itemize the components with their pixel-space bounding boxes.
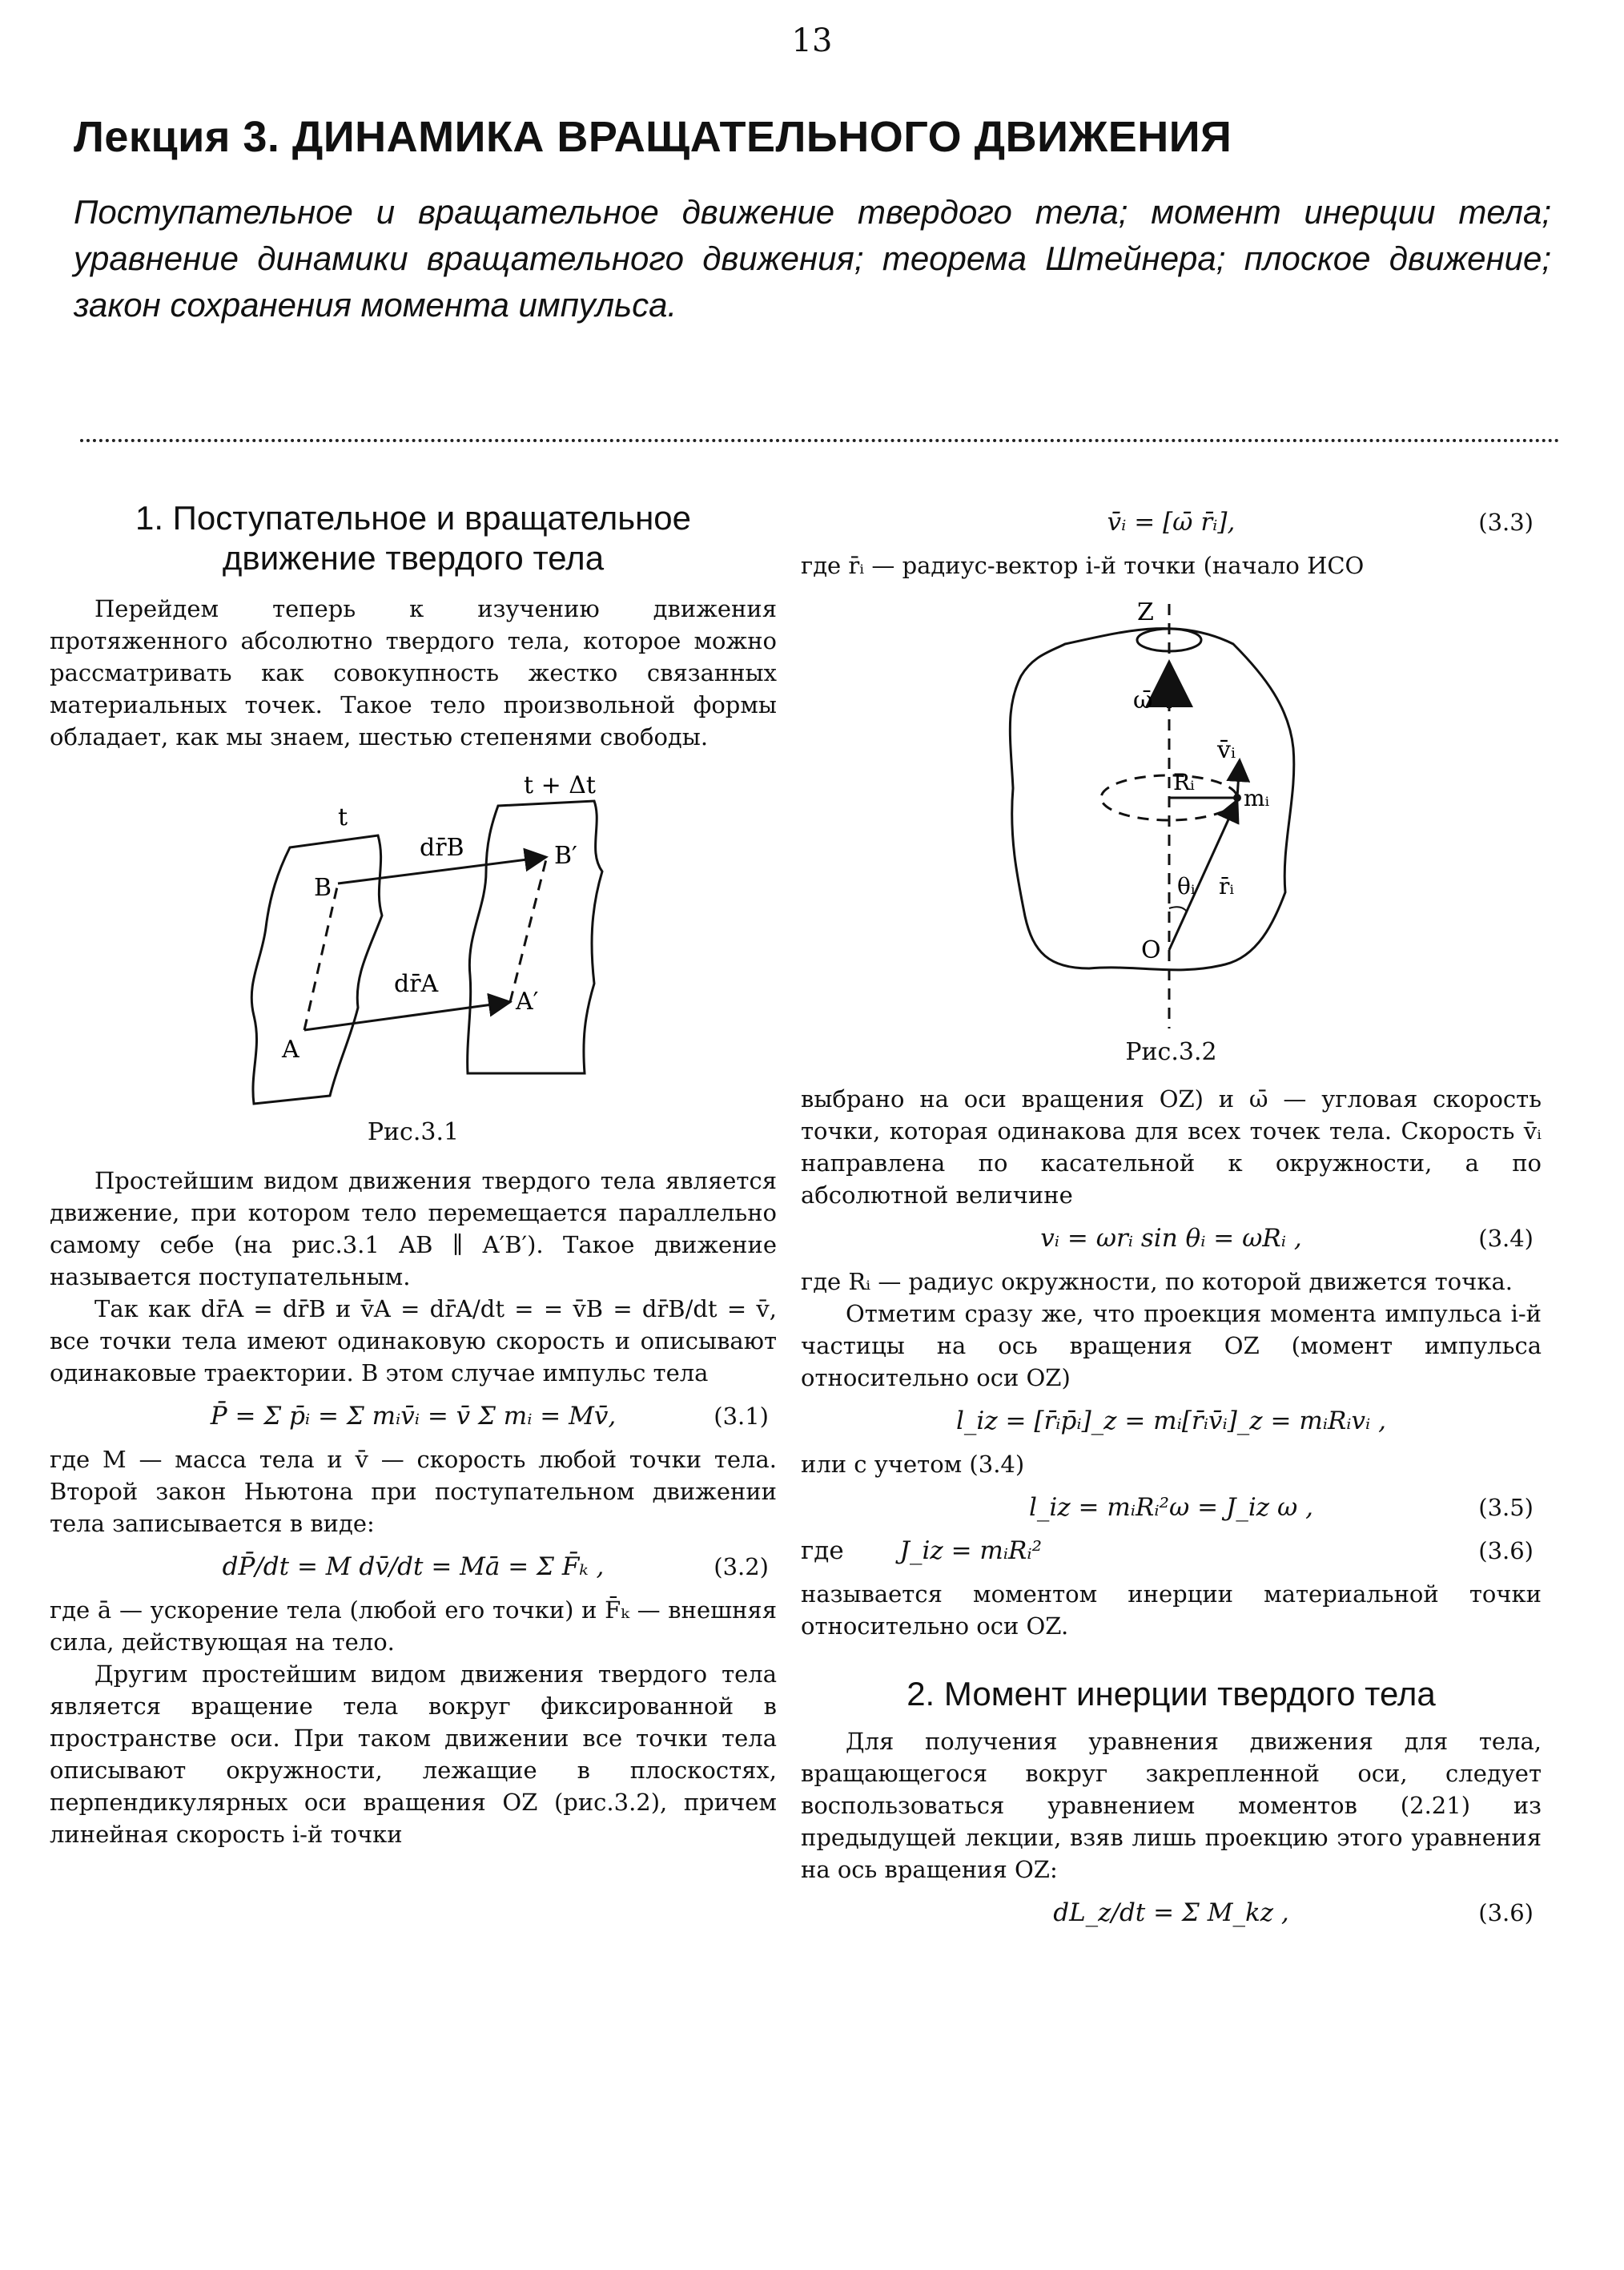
figure-3-2-caption: Рис.3.2 — [1125, 1038, 1217, 1066]
right-column — [801, 498, 1542, 1940]
segment-a2b2 — [510, 859, 546, 1002]
equation-3-5-number: (3.5) — [1478, 1494, 1534, 1521]
equation-3-3 — [801, 506, 1542, 538]
equation-3-4 — [801, 1222, 1542, 1254]
label-v: v̄ᵢ — [1217, 736, 1236, 764]
equation-3-4-number: (3.4) — [1478, 1225, 1534, 1252]
label-dra: dr̄A — [394, 970, 439, 998]
section2-heading: 2. Момент инерции твердого тела — [906, 1675, 1436, 1713]
section1-paragraph-3: Так как dr̄A = dr̄B и v̄A = dr̄A/dt = = v̄B = dr̄B/dt = v̄, все точки тела имеют одинаковую скорость и описывают одинаковые траектории. В этом случае импульс тела — [50, 1295, 777, 1387]
section1-heading: 1. Поступательное и вращательное движение твердого тела — [135, 499, 691, 577]
figure-3-1-caption: Рис.3.1 — [367, 1118, 460, 1146]
equation-3-2-number: (3.2) — [714, 1553, 769, 1580]
vector-dra — [304, 1002, 510, 1030]
equation-3-3-body: v̄ᵢ = [ω̄ r̄ᵢ], — [1107, 508, 1236, 537]
equation-moments-number: (3.6) — [1478, 1899, 1534, 1926]
where-label: где — [801, 1536, 844, 1565]
page-number: 13 — [791, 22, 833, 59]
label-o: O — [1141, 936, 1161, 964]
equation-liz — [801, 1405, 1542, 1437]
figure-3-1 — [50, 775, 777, 1112]
equation-3-2 — [50, 1551, 777, 1583]
segment-ab — [304, 883, 338, 1030]
equation-3-6 — [801, 1535, 1542, 1567]
equation-3-2-body: dP̄/dt = M dv̄/dt = Mā = Σ F̄ₖ , — [222, 1552, 605, 1581]
right-paragraph-5: или с учетом (3.4) — [801, 1451, 1025, 1478]
section1-paragraph-4: где M — масса тела и v̄ — скорость любой точки тела. Второй закон Ньютона при поступательном движении тела записывается в виде: — [50, 1446, 777, 1537]
label-a: A — [282, 1036, 299, 1064]
section1-paragraph-6: Другим простейшим видом движения твердого тела является вращение тела вокруг фиксированной в пространстве оси. При таком движении все точки тела описывают окружности, лежащие в плоскостях, перпендикулярных оси вращения OZ (рис.3.2), причем линейная скорость i-й точки — [50, 1660, 777, 1848]
figure-3-2 — [801, 588, 1542, 1036]
equation-3-1 — [50, 1400, 777, 1432]
equation-moments-body: dL_z/dt = Σ M_kz , — [1053, 1898, 1289, 1927]
section1-paragraph-1: Перейдем теперь к изучению движения протяженного абсолютно твердого тела, которое можно рассматривать как совокупность жестко связанных материальных точек. Такое тело произвольной формы обладает, как мы знаем, шестью степенями свободы. — [50, 595, 777, 751]
equation-3-5-body: l_iz = mᵢRᵢ²ω = J_iz ω , — [1029, 1493, 1313, 1522]
equation-3-1-number: (3.1) — [714, 1403, 769, 1430]
lecture-summary: Поступательное и вращательное движение твердого тела; момент инерции тела; уравнение динамики вращательного движения; теорема Штейнера; плоское движение; закон сохранения момента импульса. — [74, 193, 1551, 324]
label-t: t — [338, 803, 348, 831]
equation-3-1-body: P̄ = Σ p̄ᵢ = Σ mᵢv̄ᵢ = v̄ Σ mᵢ = Mv̄, — [210, 1402, 617, 1431]
dotted-separator — [80, 439, 1560, 442]
label-drb: dr̄B — [420, 834, 464, 862]
right-paragraph-3: где Rᵢ — радиус окружности, по которой движется точка. — [801, 1268, 1513, 1295]
label-a2: A′ — [516, 988, 539, 1016]
lecture-title: Лекция 3. ДИНАМИКА ВРАЩАТЕЛЬНОГО ДВИЖЕНИЯ — [74, 113, 1232, 161]
right-paragraph-6: называется моментом инерции материальной точки относительно оси OZ. — [801, 1580, 1542, 1640]
velocity-vector — [1237, 760, 1240, 798]
left-column — [50, 498, 777, 1850]
right-paragraph-4: Отметим сразу же, что проекция момента импульса i-й частицы на ось вращения OZ (момент импульса относительно оси OZ) — [801, 1300, 1542, 1391]
equation-moments — [801, 1897, 1542, 1929]
label-z: Z — [1137, 598, 1154, 626]
label-b2: B′ — [554, 842, 577, 870]
equation-3-5 — [801, 1491, 1542, 1523]
equation-3-3-number: (3.3) — [1478, 509, 1534, 536]
label-r: Rᵢ — [1173, 769, 1195, 795]
right-paragraph-2: выбрано на оси вращения OZ) и ω̄ — угловая скорость точки, которая одинакова для всех точек тела. Скорость v̄ᵢ направлена по касательной к окружности, а по абсолютной величине — [801, 1085, 1542, 1209]
equation-3-4-body: vᵢ = ωrᵢ sin θᵢ = ωRᵢ , — [1040, 1224, 1302, 1253]
label-m: mᵢ — [1244, 785, 1270, 811]
label-t-dt: t + Δt — [524, 775, 596, 799]
label-b: B — [314, 874, 332, 902]
section2-paragraph-1: Для получения уравнения движения для тела, вращающегося вокруг закрепленной оси, следует воспользоваться уравнением моментов (2.21) из предыдущей лекции, взяв лишь проекцию этого уравнения на ось вращения OZ: — [801, 1728, 1542, 1883]
section1-paragraph-2: Простейшим видом движения твердого тела является движение, при котором тело перемещается параллельно самому себе (на рис.3.1 AB ∥ A′B′). Такое движение называется поступательным. — [50, 1167, 777, 1290]
theta-arc — [1169, 907, 1187, 912]
label-omega: ω̄ — [1133, 686, 1153, 714]
section1-paragraph-5: где ā — ускорение тела (любой его точки) и F̄ₖ — внешняя сила, действующая на тело. — [50, 1596, 777, 1656]
label-theta: θᵢ — [1177, 873, 1196, 900]
equation-3-6-number: (3.6) — [1478, 1537, 1534, 1564]
equation-liz-body: l_iz = [r̄ᵢp̄ᵢ]_z = mᵢ[r̄ᵢv̄ᵢ]_z = mᵢRᵢvᵢ , — [956, 1407, 1386, 1435]
equation-3-6-body: J_iz = mᵢRᵢ² — [899, 1536, 1043, 1565]
body-shape-t-dt — [468, 801, 602, 1073]
label-ri: r̄ᵢ — [1219, 873, 1235, 900]
right-paragraph-1: где r̄ᵢ — радиус-вектор i-й точки (начало ИСО — [801, 552, 1365, 579]
